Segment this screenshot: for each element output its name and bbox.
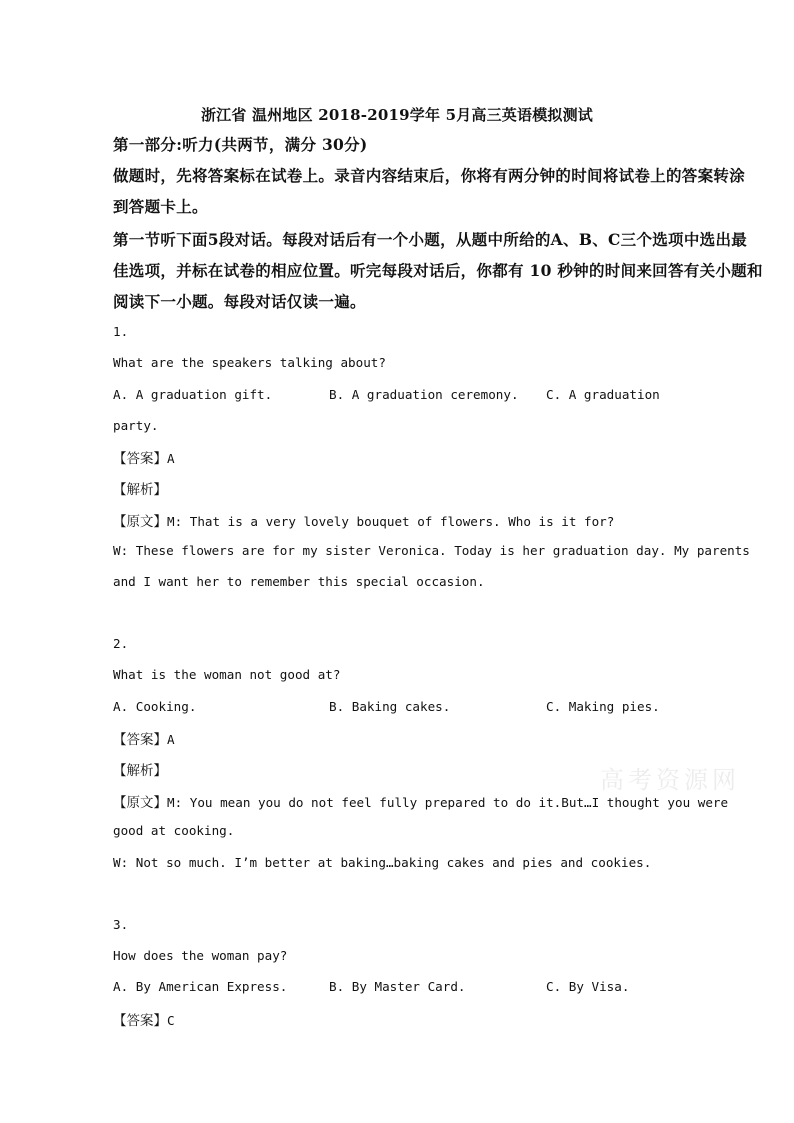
part-heading: 第一部分:听力(共两节，满分 30分) bbox=[113, 135, 368, 154]
question-2-transcript-line-3: W: Not so much. I’m better at baking…baking cakes and pies and cookies. bbox=[113, 855, 652, 870]
question-3-option-b: B. By Master Card. bbox=[329, 979, 466, 994]
answer-label: 【答案】 bbox=[113, 732, 167, 748]
instruction-line-1: 做题时，先将答案标在试卷上。录音内容结束后，你将有两分钟的时间将试卷上的答案转涂 bbox=[113, 166, 746, 185]
instruction-line-2: 到答题卡上。 bbox=[113, 197, 208, 216]
question-1-analysis-label: 【解析】 bbox=[113, 482, 167, 498]
transcript-line: M: That is a very lovely bouquet of flowers. Who is it for? bbox=[167, 514, 615, 529]
original-text-label: 【原文】 bbox=[113, 795, 167, 811]
section-instruction-line-3: 阅读下一小题。每段对话仅读一遍。 bbox=[113, 292, 366, 311]
question-1-transcript-line-2: W: These flowers are for my sister Veronica. Today is her graduation day. My parents bbox=[113, 543, 750, 558]
question-3-prompt: How does the woman pay? bbox=[113, 948, 288, 963]
answer-value: C bbox=[167, 1013, 175, 1028]
question-1-option-a: A. A graduation gift. bbox=[113, 387, 273, 402]
transcript-line: M: You mean you do not feel fully prepared to do it.But…I thought you were bbox=[167, 795, 729, 810]
section-instruction-line-2: 佳选项，并标在试卷的相应位置。听完每段对话后，你都有 10 秒钟的时间来回答有关小题和 bbox=[113, 261, 763, 280]
question-3-answer-row bbox=[113, 1009, 175, 1029]
question-3-number: 3. bbox=[113, 917, 129, 932]
question-2-prompt: What is the woman not good at? bbox=[113, 667, 341, 682]
question-2-answer-row bbox=[113, 728, 175, 748]
question-1-transcript-row bbox=[113, 510, 614, 530]
question-2-option-b: B. Baking cakes. bbox=[329, 699, 451, 714]
question-3-option-c: C. By Visa. bbox=[546, 979, 630, 994]
answer-value: A bbox=[167, 451, 175, 466]
question-1-answer-row bbox=[113, 447, 175, 467]
answer-value: A bbox=[167, 732, 175, 747]
question-2-transcript-line-2: good at cooking. bbox=[113, 823, 235, 838]
answer-label: 【答案】 bbox=[113, 451, 167, 467]
question-1-option-b: B. A graduation ceremony. bbox=[329, 387, 519, 402]
question-2-number: 2. bbox=[113, 636, 129, 651]
watermark: 高考资源网 bbox=[600, 766, 740, 794]
question-3-option-a: A. By American Express. bbox=[113, 979, 288, 994]
question-1-transcript-line-3: and I want her to remember this special occasion. bbox=[113, 574, 485, 589]
question-2-option-c: C. Making pies. bbox=[546, 699, 660, 714]
question-1-option-c: C. A graduation bbox=[546, 387, 660, 402]
question-1-option-c-continued: party. bbox=[113, 418, 159, 433]
question-2-option-a: A. Cooking. bbox=[113, 699, 197, 714]
question-1-prompt: What are the speakers talking about? bbox=[113, 355, 386, 370]
question-1-number: 1. bbox=[113, 324, 129, 339]
section-instruction-line-1: 第一节听下面5段对话。每段对话后有一个小题，从题中所给的A、B、C三个选项中选出最 bbox=[113, 230, 748, 249]
original-text-label: 【原文】 bbox=[113, 514, 167, 530]
answer-label: 【答案】 bbox=[113, 1013, 167, 1029]
question-2-analysis-label: 【解析】 bbox=[113, 763, 167, 779]
document-title: 浙江省 温州地区 2018-2019学年 5月高三英语模拟测试 bbox=[200, 106, 594, 124]
